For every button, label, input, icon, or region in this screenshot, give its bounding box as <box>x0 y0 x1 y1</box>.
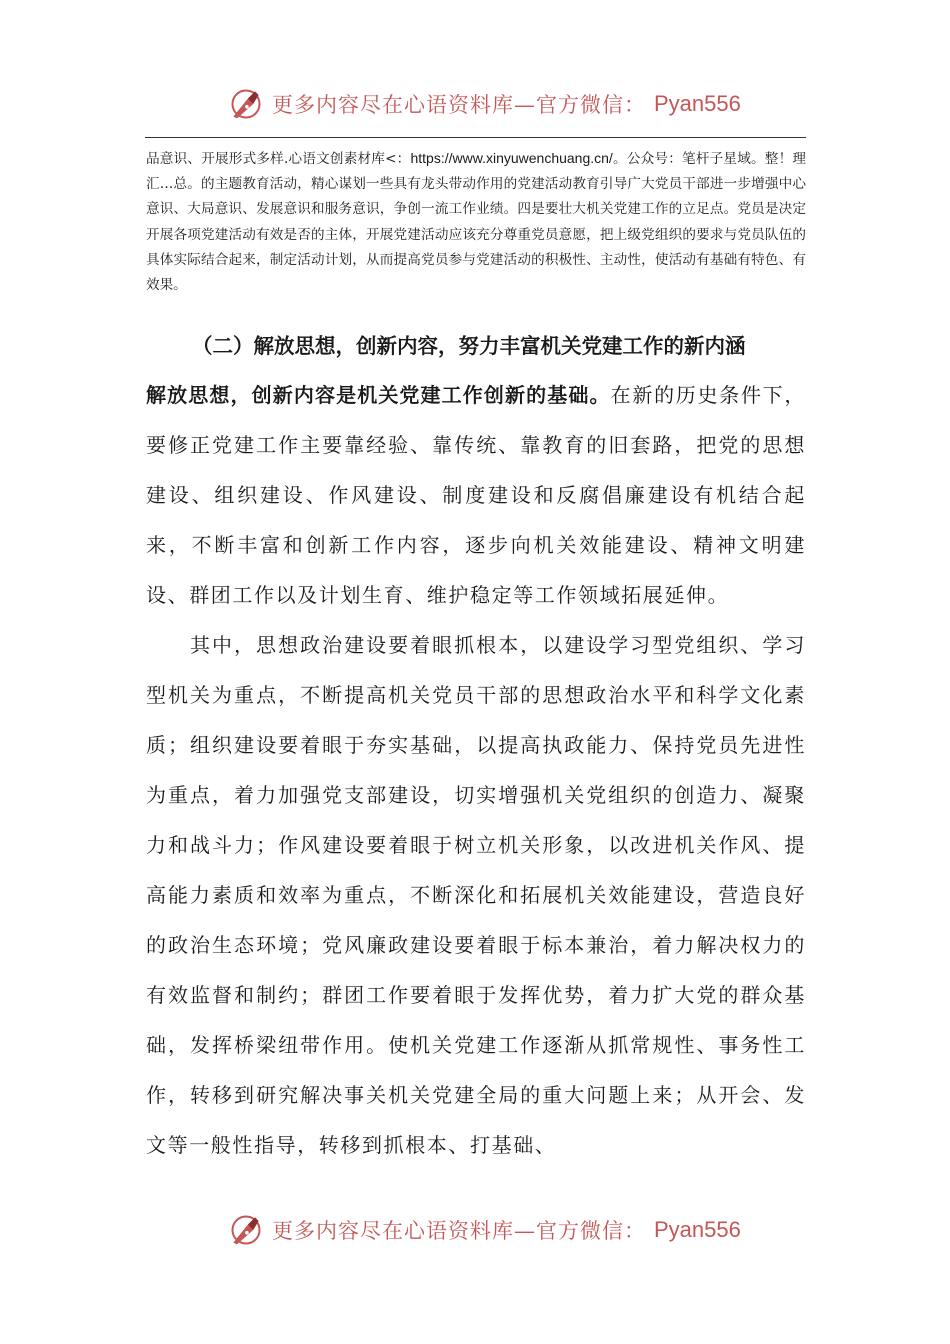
footer-banner-text: 更多内容尽在心语资料库—官方微信： <box>272 1219 646 1243</box>
intro-url: https://www.xinyuwenchuang.cn/ <box>410 150 613 166</box>
paragraph-2: 其中，思想政治建设要着眼抓根本，以建设学习型党组织、学习型机关为重点，不断提高机关党员干部的思想政治水平和科学文化素质；组织建设要着眼于夯实基础，以提高执政能力、保持党员先进性为重点，着力加强党支部建设，切实增强机关党组织的创造力、凝聚力和战斗力；作风建设要着眼于树立机关形象，以改进机关作风、提高能力素质和效率为重点，不断深化和拓展机关效能建设，营造良好的政治生态环境；党风廉政建设要着眼于标本兼治，着力解决权力的有效监督和制约；群团工作要着眼于发挥优势，着力扩大党的群众基础，发挥桥梁纽带作用。使机关党建工作逐渐从抓常规性、事务性工作，转移到研究解决事关机关党建全局的重大问题上来；从开会、发文等一般性指导，转移到抓根本、打基础、 <box>146 633 806 1157</box>
intro-paragraph <box>146 146 806 298</box>
header-banner <box>228 82 741 126</box>
pen-nib-logo-icon <box>228 86 264 122</box>
paragraph-1-lead: 解放思想，创新内容是机关党建工作创新的基础。 <box>146 383 611 407</box>
section-heading: （二）解放思想，创新内容，努力丰富机关党建工作的新内涵 <box>192 334 746 358</box>
header-divider <box>145 137 806 138</box>
intro-text-before-url: 品意识、开展形式多样.心语文创素材库<： <box>146 151 411 167</box>
paragraph-1 <box>146 370 806 620</box>
footer-banner <box>228 1208 741 1252</box>
paragraph-1-text: 在新的历史条件下，要修正党建工作主要靠经验、靠传统、靠教育的旧套路，把党的思想建设、组织建设、作风建设、制度建设和反腐倡廉建设有机结合起来，不断丰富和创新工作内容，逐步向机关效能建设、精神文明建设、群团工作以及计划生育、维护稳定等工作领域拓展延伸。 <box>146 383 806 607</box>
pen-nib-logo-icon <box>228 1212 264 1248</box>
intro-text-after-url: 。公众号：笔杆子星域。整！理汇…总。的主题教育活动，精心谋划一些具有龙头带动作用的党建活动教育引导广大党员干部进一步增强中心意识、大局意识、发展意识和服务意识，争创一流工作业绩。四是要壮大机关党建工作的立足点。党员是决定开展各项党建活动有效是否的主体，开展党建活动应该充分尊重党员意愿，把上级党组织的要求与党员队伍的具体实际结合起来，制定活动计划，从而提高党员参与党建活动的积极性、主动性，使活动有基础有特色、有效果。 <box>146 151 806 294</box>
footer-wechat-id: Pyan556 <box>654 1217 741 1242</box>
header-wechat-id: Pyan556 <box>654 91 741 116</box>
header-banner-text: 更多内容尽在心语资料库—官方微信： <box>272 93 646 117</box>
